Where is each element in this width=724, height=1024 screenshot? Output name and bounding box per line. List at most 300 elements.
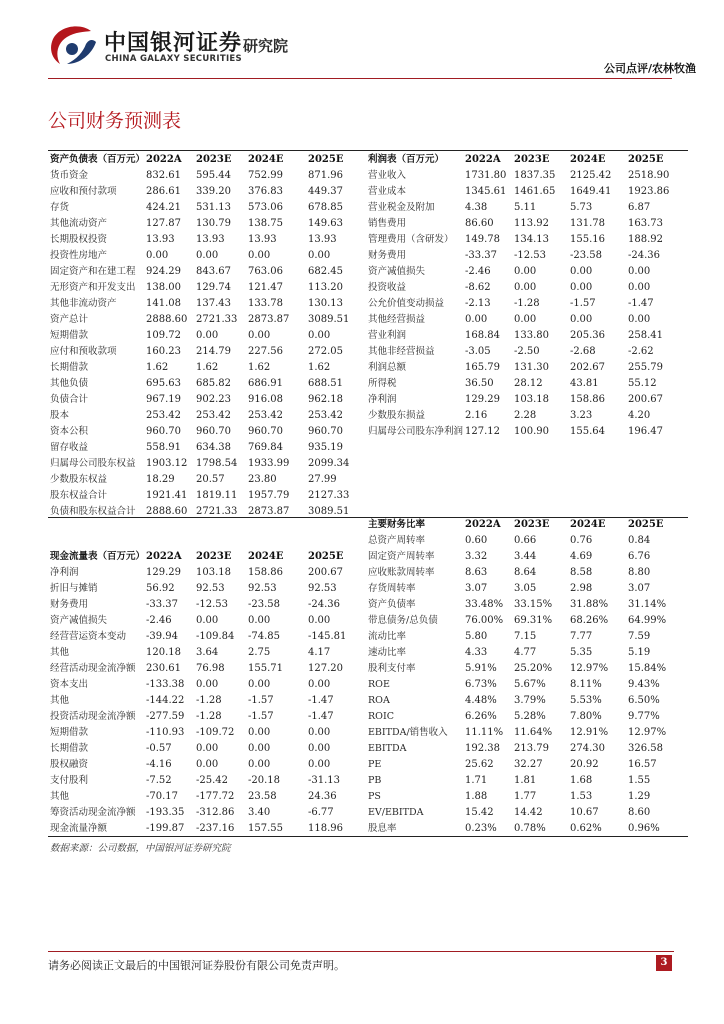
row-value: 149.63 xyxy=(308,218,343,229)
row-value: 1837.35 xyxy=(514,170,556,181)
row-value: 120.18 xyxy=(146,647,181,658)
row-label: 应付和预收款项 xyxy=(50,346,117,357)
row-value: -23.58 xyxy=(248,599,281,610)
table-row xyxy=(0,232,724,248)
table-row xyxy=(0,200,724,216)
table-row xyxy=(0,376,724,392)
row-label: 其他 xyxy=(50,647,70,658)
row-value: 192.38 xyxy=(465,743,500,754)
row-value: 1461.65 xyxy=(514,186,556,197)
row-value: 0.00 xyxy=(308,250,331,261)
table-row xyxy=(0,280,724,296)
row-value: -2.50 xyxy=(514,346,540,357)
row-value: -23.58 xyxy=(570,250,603,261)
row-value: 33.48% xyxy=(465,599,504,610)
income-statement-title: 利润表（百万元） xyxy=(368,154,445,165)
income-statement-header-row xyxy=(0,152,724,168)
row-value: 685.82 xyxy=(196,378,231,389)
table-row xyxy=(0,360,724,376)
row-value: 129.74 xyxy=(196,282,231,293)
row-value: 92.53 xyxy=(248,583,277,594)
row-value: 230.61 xyxy=(146,663,181,674)
row-label: 支付股利 xyxy=(50,775,89,786)
row-value: 0.66 xyxy=(514,535,537,546)
row-value: 1345.61 xyxy=(465,186,507,197)
row-value: 253.42 xyxy=(248,410,283,421)
row-value: 871.96 xyxy=(308,170,343,181)
row-label: 管理费用（含研发） xyxy=(368,234,454,245)
row-value: 8.11% xyxy=(570,679,602,690)
row-value: -6.77 xyxy=(308,807,334,818)
row-value: 4.33 xyxy=(465,647,488,658)
row-value: -237.16 xyxy=(196,823,235,834)
row-value: 13.93 xyxy=(196,234,225,245)
row-label: 资产总计 xyxy=(50,314,89,325)
row-value: 5.53% xyxy=(570,695,602,706)
row-value: -199.87 xyxy=(146,823,185,834)
row-value: 0.00 xyxy=(308,759,331,770)
row-label: 其他流动资产 xyxy=(50,218,108,229)
section-title: 公司财务预测表 xyxy=(48,110,182,132)
row-label: 股利支付率 xyxy=(368,663,416,674)
row-value: 960.70 xyxy=(308,426,343,437)
row-label: 资产减值损失 xyxy=(368,266,426,277)
row-label: 销售费用 xyxy=(368,218,407,229)
year-header: 2023E xyxy=(514,154,550,165)
row-value: -33.37 xyxy=(465,250,498,261)
row-value: 6.87 xyxy=(628,202,651,213)
row-value: 3089.51 xyxy=(308,314,350,325)
row-label: 财务费用 xyxy=(368,250,407,261)
row-value: 0.23% xyxy=(465,823,497,834)
row-value: -0.57 xyxy=(146,743,172,754)
table-row xyxy=(0,248,724,264)
row-value: 0.62% xyxy=(570,823,602,834)
row-value: 0.00 xyxy=(248,679,271,690)
table-row xyxy=(0,693,724,709)
year-header: 2023E xyxy=(514,519,550,530)
row-value: 214.79 xyxy=(196,346,231,357)
row-value: 1731.80 xyxy=(465,170,507,181)
row-label: 归属母公司股东净利润 xyxy=(368,426,464,437)
row-value: -2.68 xyxy=(570,346,596,357)
row-value: 138.75 xyxy=(248,218,283,229)
row-value: 531.13 xyxy=(196,202,231,213)
row-value: 100.90 xyxy=(514,426,549,437)
row-label: 货币资金 xyxy=(50,170,89,181)
row-value: 1.55 xyxy=(628,775,651,786)
row-value: -177.72 xyxy=(196,791,235,802)
row-value: 31.14% xyxy=(628,599,667,610)
footer-disclaimer: 请务必阅读正文最后的中国银河证券股份有限公司免责声明。 xyxy=(48,959,345,972)
row-value: 0.00 xyxy=(570,266,593,277)
row-value: 138.00 xyxy=(146,282,181,293)
row-value: -2.62 xyxy=(628,346,654,357)
row-value: 3.44 xyxy=(514,551,537,562)
table-row xyxy=(0,789,724,805)
row-value: 258.41 xyxy=(628,330,663,341)
table-row xyxy=(0,741,724,757)
row-value: 113.20 xyxy=(308,282,343,293)
table-row xyxy=(0,757,724,773)
row-value: 23.58 xyxy=(248,791,277,802)
row-label: 存货周转率 xyxy=(368,583,416,594)
row-value: -31.13 xyxy=(308,775,341,786)
row-label: ROE xyxy=(368,679,390,690)
row-value: 1903.12 xyxy=(146,458,188,469)
row-value: 449.37 xyxy=(308,186,343,197)
row-value: 424.21 xyxy=(146,202,181,213)
row-value: 158.86 xyxy=(248,567,283,578)
row-value: 0.00 xyxy=(308,743,331,754)
row-value: 960.70 xyxy=(248,426,283,437)
table-row xyxy=(0,312,724,328)
row-label: 营业税金及附加 xyxy=(368,202,435,213)
row-value: 14.42 xyxy=(514,807,543,818)
row-value: 0.00 xyxy=(248,250,271,261)
row-value: 165.79 xyxy=(465,362,500,373)
row-label: 无形资产和开发支出 xyxy=(50,282,136,293)
row-value: 25.62 xyxy=(465,759,494,770)
row-value: 255.79 xyxy=(628,362,663,373)
table-row xyxy=(0,709,724,725)
year-header: 2022A xyxy=(146,551,182,562)
row-value: 4.48% xyxy=(465,695,497,706)
row-value: 11.11% xyxy=(465,727,504,738)
row-label: PB xyxy=(368,775,382,786)
row-value: 86.60 xyxy=(465,218,494,229)
row-value: 133.80 xyxy=(514,330,549,341)
row-value: 141.08 xyxy=(146,298,181,309)
row-value: 36.50 xyxy=(465,378,494,389)
row-label: 其他 xyxy=(50,791,70,802)
row-value: 0.00 xyxy=(308,615,331,626)
year-header: 2024E xyxy=(570,154,606,165)
row-value: 9.43% xyxy=(628,679,660,690)
table-row xyxy=(0,456,724,472)
row-value: 7.15 xyxy=(514,631,537,642)
row-label: 少数股东权益 xyxy=(50,474,108,485)
row-value: 205.36 xyxy=(570,330,605,341)
row-value: 1.62 xyxy=(248,362,271,373)
row-value: 8.63 xyxy=(465,567,488,578)
row-label: 少数股东损益 xyxy=(368,410,426,421)
header-divider xyxy=(48,78,672,79)
row-value: -24.36 xyxy=(308,599,341,610)
row-value: 902.23 xyxy=(196,394,231,405)
row-value: 196.47 xyxy=(628,426,663,437)
row-value: -25.42 xyxy=(196,775,229,786)
row-value: 832.61 xyxy=(146,170,181,181)
row-value: 595.44 xyxy=(196,170,231,181)
row-label: 利润总额 xyxy=(368,362,407,373)
row-value: -12.53 xyxy=(514,250,547,261)
row-label: 其他非流动资产 xyxy=(50,298,117,309)
row-value: 155.71 xyxy=(248,663,283,674)
row-value: 4.38 xyxy=(465,202,488,213)
row-label: PE xyxy=(368,759,382,770)
table-row xyxy=(0,216,724,232)
table-row xyxy=(0,344,724,360)
row-label: 其他经营损益 xyxy=(368,314,426,325)
row-value: 3.07 xyxy=(465,583,488,594)
row-label: 流动比率 xyxy=(368,631,407,642)
row-value: 0.78% xyxy=(514,823,546,834)
row-value: -1.28 xyxy=(514,298,540,309)
row-value: 188.92 xyxy=(628,234,663,245)
row-value: 7.59 xyxy=(628,631,651,642)
row-label: 负债和股东权益合计 xyxy=(50,506,136,517)
row-value: 4.17 xyxy=(308,647,331,658)
table-row xyxy=(0,725,724,741)
table-row xyxy=(0,472,724,488)
row-value: 127.87 xyxy=(146,218,181,229)
row-value: 2125.42 xyxy=(570,170,612,181)
row-value: 127.12 xyxy=(465,426,500,437)
row-value: -39.94 xyxy=(146,631,179,642)
row-value: 6.50% xyxy=(628,695,660,706)
cash-flow-header-row xyxy=(0,549,724,565)
row-value: 25.20% xyxy=(514,663,553,674)
row-value: 6.73% xyxy=(465,679,497,690)
table-top-rule xyxy=(48,150,688,151)
row-value: 163.73 xyxy=(628,218,663,229)
row-label: EV/EBITDA xyxy=(368,807,424,818)
row-value: 137.43 xyxy=(196,298,231,309)
row-value: 10.67 xyxy=(570,807,599,818)
row-value: -1.57 xyxy=(248,711,274,722)
row-value: 0.00 xyxy=(196,250,219,261)
row-value: 131.30 xyxy=(514,362,549,373)
row-value: 3.32 xyxy=(465,551,488,562)
row-value: 113.92 xyxy=(514,218,549,229)
row-label: 股权融资 xyxy=(50,759,89,770)
row-value: -1.47 xyxy=(628,298,654,309)
row-value: -145.81 xyxy=(308,631,347,642)
row-value: 200.67 xyxy=(308,567,343,578)
row-value: 23.80 xyxy=(248,474,277,485)
table-row xyxy=(0,821,724,837)
row-value: 960.70 xyxy=(146,426,181,437)
row-label: 留存收益 xyxy=(50,442,89,453)
year-header: 2022A xyxy=(146,154,182,165)
row-value: 376.83 xyxy=(248,186,283,197)
row-value: 121.47 xyxy=(248,282,283,293)
row-value: 109.72 xyxy=(146,330,181,341)
row-value: 1819.11 xyxy=(196,490,238,501)
row-value: 3.64 xyxy=(196,647,219,658)
year-header: 2023E xyxy=(196,154,232,165)
row-value: 688.51 xyxy=(308,378,343,389)
row-value: 0.00 xyxy=(196,330,219,341)
row-value: 5.67% xyxy=(514,679,546,690)
row-label: 股息率 xyxy=(368,823,397,834)
source-note: 数据来源：公司数据，中国银河证券研究院 xyxy=(50,843,231,854)
row-value: 558.91 xyxy=(146,442,181,453)
row-value: 131.78 xyxy=(570,218,605,229)
row-label: 财务费用 xyxy=(50,599,89,610)
row-value: 1.68 xyxy=(570,775,593,786)
row-value: 24.36 xyxy=(308,791,337,802)
row-value: 8.60 xyxy=(628,807,651,818)
table-row xyxy=(0,581,724,597)
row-value: 2518.90 xyxy=(628,170,670,181)
row-label: 负债合计 xyxy=(50,394,89,405)
row-value: 130.13 xyxy=(308,298,343,309)
row-value: 1933.99 xyxy=(248,458,290,469)
row-value: 6.76 xyxy=(628,551,651,562)
row-value: 33.15% xyxy=(514,599,553,610)
logo-company-name: 中国银河证券 xyxy=(104,31,243,56)
row-value: -74.85 xyxy=(248,631,281,642)
row-value: -3.05 xyxy=(465,346,491,357)
row-value: 1921.41 xyxy=(146,490,188,501)
row-value: 103.18 xyxy=(196,567,231,578)
row-value: 5.91% xyxy=(465,663,497,674)
row-value: 158.86 xyxy=(570,394,605,405)
page-header xyxy=(0,0,724,80)
row-value: 916.08 xyxy=(248,394,283,405)
row-value: 2.16 xyxy=(465,410,488,421)
row-value: 27.99 xyxy=(308,474,337,485)
row-value: -2.46 xyxy=(465,266,491,277)
row-value: 682.45 xyxy=(308,266,343,277)
report-type-label: 公司点评/农林牧渔 xyxy=(603,62,696,75)
row-value: 1.62 xyxy=(308,362,331,373)
row-value: -24.36 xyxy=(628,250,661,261)
row-value: 64.99% xyxy=(628,615,667,626)
row-value: 0.00 xyxy=(465,314,488,325)
row-value: 130.79 xyxy=(196,218,231,229)
row-label: 折旧与摊销 xyxy=(50,583,98,594)
row-label: 应收账款周转率 xyxy=(368,567,435,578)
row-value: -7.52 xyxy=(146,775,172,786)
row-value: 20.92 xyxy=(570,759,599,770)
row-value: 227.56 xyxy=(248,346,283,357)
row-label: 资产负债率 xyxy=(368,599,416,610)
row-value: 168.84 xyxy=(465,330,500,341)
row-value: 0.76 xyxy=(570,535,593,546)
row-value: -1.47 xyxy=(308,695,334,706)
row-value: 8.80 xyxy=(628,567,651,578)
row-value: 769.84 xyxy=(248,442,283,453)
row-value: -109.84 xyxy=(196,631,235,642)
row-value: 155.64 xyxy=(570,426,605,437)
row-value: 7.77 xyxy=(570,631,593,642)
row-value: 962.18 xyxy=(308,394,343,405)
row-value: 8.58 xyxy=(570,567,593,578)
row-value: 6.26% xyxy=(465,711,497,722)
row-value: 752.99 xyxy=(248,170,283,181)
row-value: 12.91% xyxy=(570,727,609,738)
logo-english-name: CHINA GALAXY SECURITIES xyxy=(105,54,242,64)
row-value: 15.84% xyxy=(628,663,667,674)
year-header: 2024E xyxy=(248,154,284,165)
row-label: 股东权益合计 xyxy=(50,490,108,501)
row-value: 13.93 xyxy=(146,234,175,245)
row-value: 935.19 xyxy=(308,442,343,453)
row-value: 2721.33 xyxy=(196,506,238,517)
table-row xyxy=(0,488,724,504)
row-value: -8.62 xyxy=(465,282,491,293)
row-value: 43.81 xyxy=(570,378,599,389)
row-label: 长期借款 xyxy=(50,362,89,373)
row-value: -110.93 xyxy=(146,727,185,738)
row-label: 经营营运资本变动 xyxy=(50,631,127,642)
row-label: 固定资产周转率 xyxy=(368,551,435,562)
row-value: 1.71 xyxy=(465,775,488,786)
row-value: 0.00 xyxy=(514,314,537,325)
row-value: 339.20 xyxy=(196,186,231,197)
table-row xyxy=(0,565,724,581)
table-row xyxy=(0,773,724,789)
row-value: 5.11 xyxy=(514,202,537,213)
row-value: 76.00% xyxy=(465,615,504,626)
row-value: 134.13 xyxy=(514,234,549,245)
row-value: 0.00 xyxy=(196,615,219,626)
row-label: 短期借款 xyxy=(50,330,89,341)
row-label: 速动比率 xyxy=(368,647,407,658)
row-value: 5.35 xyxy=(570,647,593,658)
row-label: EBITDA/销售收入 xyxy=(368,727,448,738)
row-value: 2.28 xyxy=(514,410,537,421)
row-label: 投资性房地产 xyxy=(50,250,108,261)
row-value: 2721.33 xyxy=(196,314,238,325)
row-value: 1.29 xyxy=(628,791,651,802)
row-value: 92.53 xyxy=(196,583,225,594)
row-value: 0.00 xyxy=(308,679,331,690)
row-value: 11.64% xyxy=(514,727,553,738)
galaxy-logo-icon xyxy=(48,24,98,68)
financial-ratios-title: 主要财务比率 xyxy=(368,519,426,530)
row-label: 资本支出 xyxy=(50,679,89,690)
row-value: 18.29 xyxy=(146,474,175,485)
row-value: 3.07 xyxy=(628,583,651,594)
row-value: 5.19 xyxy=(628,647,651,658)
row-label: 投资活动现金流净额 xyxy=(50,711,136,722)
row-value: 76.98 xyxy=(196,663,225,674)
table-row xyxy=(0,661,724,677)
row-label: EBITDA xyxy=(368,743,407,754)
row-value: 0.00 xyxy=(308,727,331,738)
row-label: 股本 xyxy=(50,410,70,421)
row-label: 长期股权投资 xyxy=(50,234,108,245)
row-value: 286.61 xyxy=(146,186,181,197)
row-value: 0.00 xyxy=(146,250,169,261)
row-label: 其他负债 xyxy=(50,378,89,389)
row-value: 2127.33 xyxy=(308,490,350,501)
row-value: 2873.87 xyxy=(248,506,290,517)
row-value: 149.78 xyxy=(465,234,500,245)
row-value: 3.79% xyxy=(514,695,546,706)
row-value: 13.93 xyxy=(248,234,277,245)
row-value: 1.77 xyxy=(514,791,537,802)
year-header: 2022A xyxy=(465,154,501,165)
row-value: 2.98 xyxy=(570,583,593,594)
row-value: 2888.60 xyxy=(146,506,188,517)
row-value: 960.70 xyxy=(196,426,231,437)
row-value: 13.93 xyxy=(308,234,337,245)
year-header: 2024E xyxy=(570,519,606,530)
row-value: -70.17 xyxy=(146,791,179,802)
row-value: -1.47 xyxy=(308,711,334,722)
row-value: 0.00 xyxy=(248,615,271,626)
row-label: 短期借款 xyxy=(50,727,89,738)
row-value: 2099.34 xyxy=(308,458,350,469)
row-value: 0.00 xyxy=(570,314,593,325)
row-value: -20.18 xyxy=(248,775,281,786)
row-value: 127.20 xyxy=(308,663,343,674)
